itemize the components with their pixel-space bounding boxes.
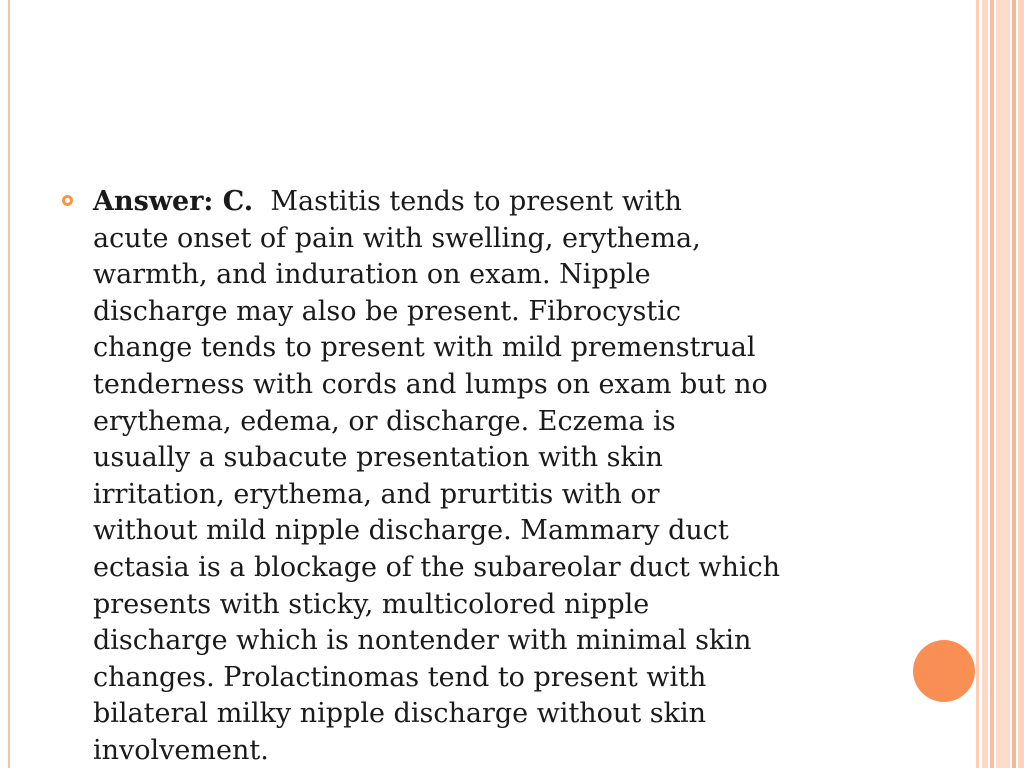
text-line-5: tenderness with cords and lumps on exam but no [93,368,768,400]
text-line-14: bilateral milky nipple discharge without skin [93,698,706,730]
bullet-item [62,184,862,768]
hollow-circle-bullet-icon [62,195,73,206]
text-line-11: presents with sticky, multicolored nipple [93,588,650,620]
text-line-4: change tends to present with mild premenstrual [93,332,756,364]
text-line-3: discharge may also be present. Fibrocystic [93,295,682,327]
text-line-2: warmth, and induration on exam. Nipple [93,259,651,291]
text-line-0: Mastitis tends to present with [270,186,682,217]
text-line-10: ectasia is a blockage of the subareolar duct which [93,551,781,583]
text-line-13: changes. Prolactinomas tend to present with [93,661,707,693]
text-line-12: discharge which is nontender with minimal skin [93,625,752,657]
right-stripe [982,0,988,768]
text-line [93,184,893,221]
decorative-orange-circle [913,640,975,702]
right-stripe [1018,0,1024,768]
left-border-line [8,0,10,768]
text-line-8: irritation, erythema, and prurtitis with or [93,478,660,510]
right-stripe [1012,0,1016,768]
text-line-15: involvement. [93,734,269,766]
text-line-7: usually a subacute presentation with skin [93,442,663,474]
text-line-6: erythema, edema, or discharge. Eczema is [93,405,676,437]
right-stripe [996,0,1010,768]
text-line-1: acute onset of pain with swelling, erythema, [93,222,701,254]
answer-label: Answer: C. [93,186,254,217]
right-stripe [990,0,994,768]
right-stripe [976,0,979,768]
text-line-9: without mild nipple discharge. Mammary duct [93,515,729,547]
bullet-text [93,184,893,768]
